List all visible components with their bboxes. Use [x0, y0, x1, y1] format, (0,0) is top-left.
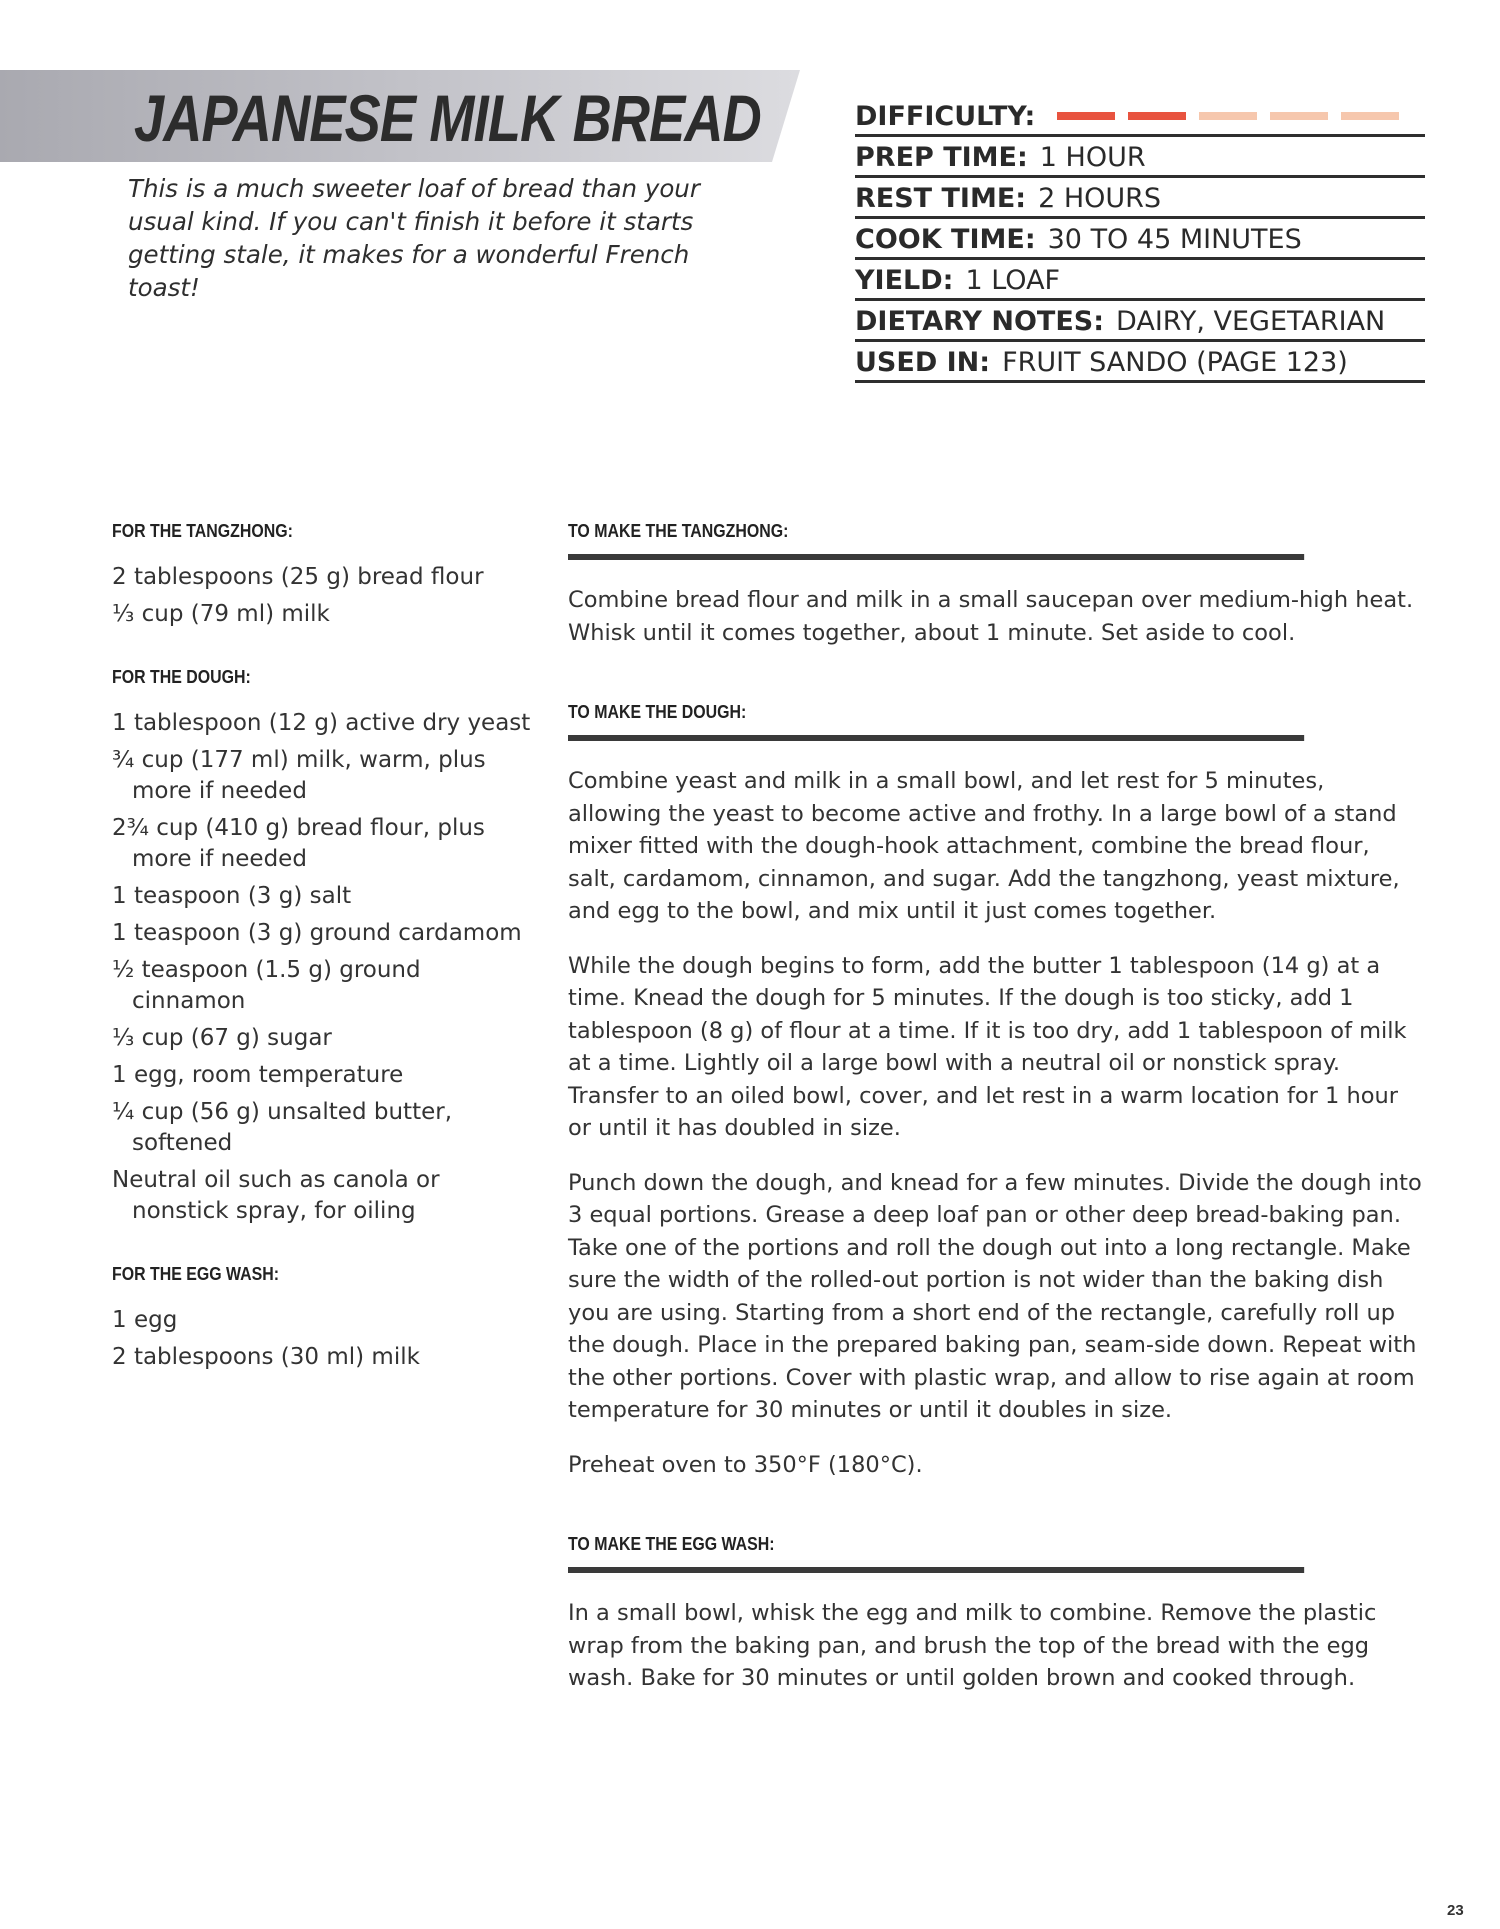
ingredient-item: 1 teaspoon (3 g) salt — [112, 883, 352, 909]
rest-time-label: REST TIME: — [855, 183, 1027, 214]
prep-time-label: PREP TIME: — [855, 142, 1028, 173]
used-in-value: FRUIT SANDO (PAGE 123) — [1002, 347, 1348, 378]
step-paragraph: While the dough begins to form, add the butter 1 tablespoon (14 g) at a time. Knead the dough for 5 minutes. If the dough is too sticky, add 1 tablespoon (8 g) of flour at a time. If it is too dry, add 1 tablespoon of milk at a time. Lightly oil a large bowl with a neutral oil or nonstick spray. Transfer to an oiled bowl, cover, and let rest in a warm location for 1 hour or until it has doubled in size. — [568, 952, 1407, 1141]
difficulty-meter — [1057, 112, 1399, 120]
rest-time-value: 2 HOURS — [1038, 183, 1162, 214]
step-paragraph: In a small bowl, whisk the egg and milk to combine. Remove the plastic wrap from the baking pan, and brush the top of the bread with the egg wash. Bake for 30 minutes or until golden brown and cooked through. — [568, 1600, 1377, 1691]
instructions-column — [568, 520, 1424, 1717]
step-section-heading: TO MAKE THE DOUGH: — [568, 701, 1304, 741]
difficulty-segment-empty — [1341, 112, 1399, 120]
ingredient-section-heading: FOR THE DOUGH: — [112, 666, 251, 687]
yield-label: YIELD: — [855, 265, 954, 296]
ingredient-item: ¼ cup (56 g) unsalted butter, softened — [112, 1099, 453, 1156]
step-paragraph: Punch down the dough, and knead for a few minutes. Divide the dough into 3 equal portions. Grease a deep loaf pan or other deep bread-baking pan. Take one of the portions and roll the dough out into a long rectangle. Make sure the width of the rolled-out portion is not wider than the baking dish you are using. Starting from a short end of the rectangle, carefully roll up the dough. Place in the prepared baking pan, seam-side down. Repeat with the other portions. Cover with plastic wrap, and allow to rise again at room temperature for 30 minutes or until it doubles in size. — [568, 1169, 1422, 1423]
ingredient-section-heading: FOR THE TANGZHONG: — [112, 520, 293, 541]
ingredient-item: 1 egg, room temperature — [112, 1062, 404, 1088]
difficulty-segment-filled — [1057, 112, 1115, 120]
ingredient-list — [112, 562, 532, 630]
ingredient-list — [112, 708, 532, 1227]
dietary-notes-label: DIETARY NOTES: — [855, 306, 1105, 337]
ingredient-item: ½ teaspoon (1.5 g) ground cinnamon — [112, 957, 421, 1014]
recipe-intro: This is a much sweeter loaf of bread than your usual kind. If you can't finish it before it starts getting stale, it makes for a wonderful French toast! — [128, 174, 700, 302]
prep-time-row — [855, 137, 1425, 178]
ingredient-item: ¾ cup (177 ml) milk, warm, plus more if needed — [112, 747, 486, 804]
page-number: 23 — [1447, 1902, 1464, 1919]
step-section-heading: TO MAKE THE TANGZHONG: — [568, 520, 1304, 560]
ingredient-item: ⅓ cup (67 g) sugar — [112, 1025, 332, 1051]
difficulty-segment-empty — [1270, 112, 1328, 120]
ingredient-item: 1 teaspoon (3 g) ground cardamom — [112, 920, 522, 946]
cook-time-value: 30 TO 45 MINUTES — [1047, 224, 1302, 255]
step-paragraph: Combine bread flour and milk in a small saucepan over medium-high heat. Whisk until it comes together, about 1 minute. Set aside to cool. — [568, 587, 1414, 646]
ingredient-item: 1 tablespoon (12 g) active dry yeast — [112, 710, 531, 736]
cook-time-row — [855, 219, 1425, 260]
difficulty-label: DIFFICULTY: — [855, 101, 1036, 132]
cook-time-label: COOK TIME: — [855, 224, 1036, 255]
used-in-row — [855, 342, 1425, 383]
ingredients-column — [112, 520, 532, 1409]
difficulty-segment-empty — [1199, 112, 1257, 120]
dietary-notes-value: DAIRY, VEGETARIAN — [1116, 306, 1386, 337]
difficulty-segment-filled — [1128, 112, 1186, 120]
ingredient-item: 2¾ cup (410 g) bread flour, plus more if needed — [112, 815, 485, 872]
used-in-label: USED IN: — [855, 347, 991, 378]
recipe-info-panel — [855, 96, 1425, 383]
ingredient-item: Neutral oil such as canola or nonstick spray, for oiling — [112, 1167, 440, 1224]
difficulty-row — [855, 96, 1425, 137]
step-section-heading: TO MAKE THE EGG WASH: — [568, 1533, 1304, 1573]
dietary-notes-row — [855, 301, 1425, 342]
ingredient-item: 1 egg — [112, 1307, 178, 1333]
recipe-title: JAPANESE MILK BREAD — [134, 81, 761, 155]
ingredient-section-heading: FOR THE EGG WASH: — [112, 1263, 280, 1284]
ingredient-item: 2 tablespoons (30 ml) milk — [112, 1344, 420, 1370]
step-paragraph: Combine yeast and milk in a small bowl, and let rest for 5 minutes, allowing the yeast to become active and frothy. In a large bowl of a stand mixer fitted with the dough-hook attachment, combine the bread flour, salt, cardamom, cinnamon, and sugar. Add the tangzhong, yeast mixture, and egg to the bowl, and mix until it just comes together. — [568, 768, 1400, 924]
rest-time-row — [855, 178, 1425, 219]
yield-value: 1 LOAF — [965, 265, 1061, 296]
step-paragraph: Preheat oven to 350°F (180°C). — [568, 1451, 923, 1478]
yield-row — [855, 260, 1425, 301]
ingredient-item: ⅓ cup (79 ml) milk — [112, 601, 330, 627]
ingredient-item: 2 tablespoons (25 g) bread flour — [112, 564, 484, 590]
prep-time-value: 1 HOUR — [1039, 142, 1146, 173]
ingredient-list — [112, 1305, 532, 1373]
